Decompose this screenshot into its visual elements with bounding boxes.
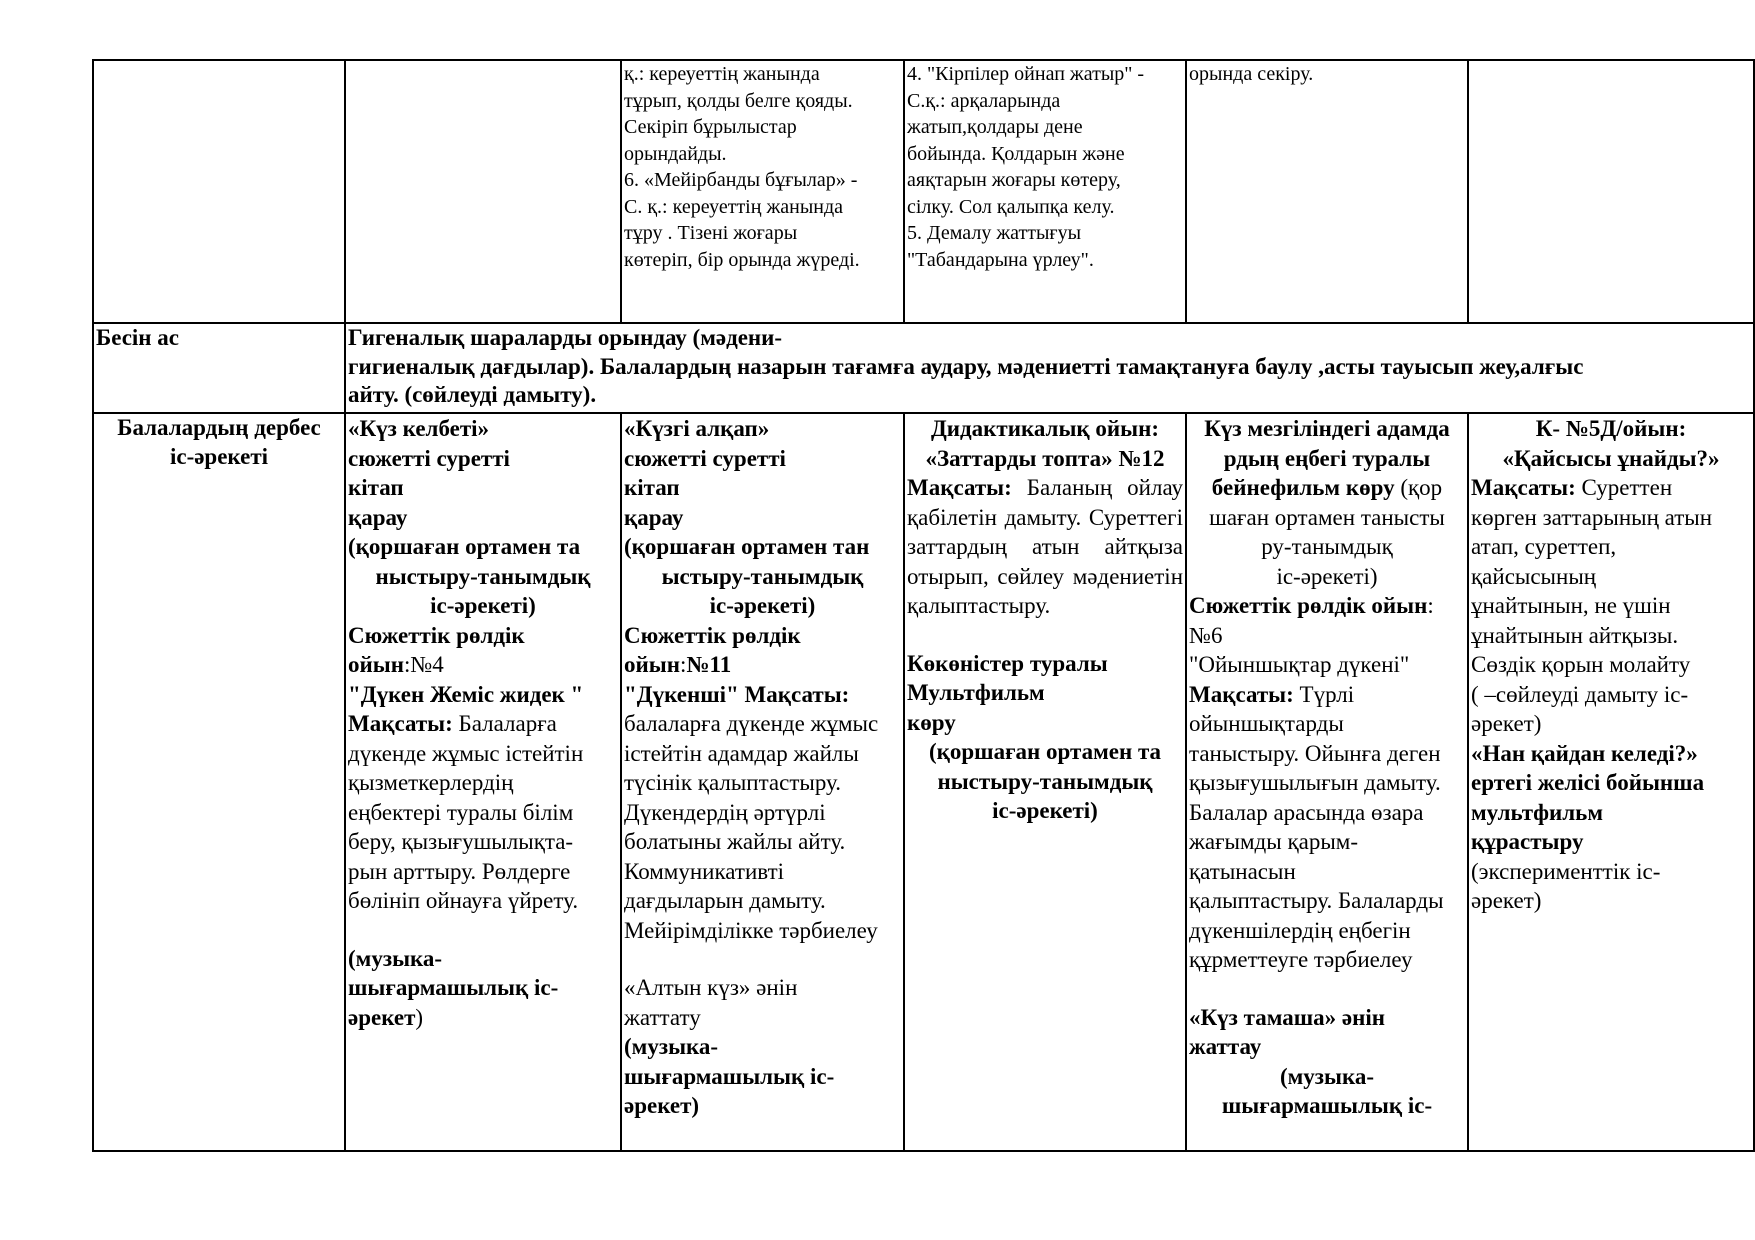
text-line: тұрып, қолды белге қояды. [624,89,853,112]
text-line: «Нан қайдан келеді?» [1471,740,1698,766]
cell-activity-col5 [1186,413,1468,1151]
goal-text: Суреттен [1575,475,1673,500]
text-line [1189,473,1465,503]
text-line: болатыны жайлы айту. [624,829,846,854]
text-line: қайсысының [1471,563,1597,589]
role-number: №11 [686,652,732,677]
text-line [1471,473,1751,503]
text-line: (қоршаған ортамен та [928,739,1162,764]
text-line: "Ойыншықтар дүкені" [1189,652,1410,677]
table-row-activity [93,413,1754,1151]
text-line [1189,591,1465,621]
row-label-activity [93,413,345,1151]
text-line: тұру . Тізені жоғары [624,222,798,244]
text-line: қалыптастыру. Балаларды [1189,888,1444,913]
text-line: ру-танымдық [1261,534,1393,559]
text-line: сюжетті суретті [624,445,786,471]
role-colon: : [679,652,687,677]
text-line: Күз мезгіліндегі адамда [1204,416,1450,441]
spacer [907,621,1183,649]
role-colon: : [1427,593,1434,618]
text-line: қарау [624,504,684,530]
text-line: іс-әрекеті) [430,593,536,618]
goal-label: Мақсаты: [1189,681,1294,707]
goal-text: Баланың ойлау қабілетін дамыту. Суреттегі заттардың атын айтқыза отырып, сөйлеу мәдениетін қалыптастыру. [907,475,1184,618]
text-line: кітап [348,475,404,500]
text-line: іс-әрекеті) [709,593,816,618]
goal-paragraph [907,473,1183,621]
text-line: "Табандарына үрлеу". [907,248,1094,271]
cell-exercise-col3 [621,60,904,323]
cell-exercise-col5 [1186,60,1468,323]
daily-plan-table [92,59,1755,1152]
text-line: дүкенде жұмыс істейтін [348,740,584,766]
text-line: ұнайтынын, не үшін [1471,593,1671,618]
text-line: бойында. Қолдарын және [907,142,1125,165]
spacer [1189,975,1465,1003]
text-line: 5. Демалу жаттығуы [907,222,1082,244]
text-line: қатынасын [1189,858,1296,884]
text-line: сілку. Сол қалыпқа келу. [907,195,1115,218]
text-line: беру, қызығушылықта- [348,829,574,854]
goal-label: Мақсаты: [907,475,1012,500]
role-label: ойын [348,652,404,677]
cell-activity-col4 [904,413,1186,1151]
video-label: бейнефильм көру [1211,475,1395,500]
music-label: әрекет [348,1004,416,1030]
text-line: әрекет) [1471,711,1542,736]
text-line: Дидактикалық ойын: [930,416,1160,441]
text-line: (музыка- [624,1034,719,1059]
text-line [1189,680,1465,710]
text-line: қарау [348,504,408,530]
text-line: шығармашылық іс- [348,975,559,1000]
text-line: бөлініп ойнауға үйрету. [348,888,579,913]
music-paren: ) [415,1004,424,1030]
text-line: түсінік қалыптастыру. [624,770,841,795]
text-line: (эксперименттік іс- [1471,858,1661,884]
text-line [348,1003,618,1033]
cell-activity-col2 [345,413,621,1151]
text-line: «Күз тамаша» әнін [1189,1004,1386,1030]
text-line: ( –сөйлеуді дамыту іс- [1471,681,1689,707]
text-line: Секіріп бұрылыстар [624,116,797,138]
text-line: ыстыру-танымдық [661,563,864,589]
video-text: (қор [1394,475,1443,500]
text-line: (музыка- [348,945,443,971]
spacer [624,945,901,973]
text-line: жағымды қарым- [1189,829,1358,854]
text-line: (музыка- [1279,1063,1375,1089]
text-line: қ.: кереуеттің жанында [624,63,820,85]
role-label: Сюжеттік рөлдік ойын [1189,593,1428,618]
text-line: қызығушылығын дамыту. [1189,770,1441,795]
cell-empty-col2 [345,60,621,323]
text-line: шаған ортамен танысты [1209,504,1445,530]
text-line: С. қ.: кереуеттің жанында [624,195,844,218]
text-line: "Дүкенші" Мақсаты: [624,681,850,707]
text-line [348,650,618,680]
text-line: көрген заттарының атын [1471,504,1713,530]
goal-text: Балаларға [452,711,557,736]
text-line: атап, суреттеп, [1471,534,1617,559]
text-line: іс-әрекеті) [1276,563,1378,589]
text-line: әрекет) [624,1093,700,1118]
text-line: аяқтарын жоғары көтеру, [907,169,1121,191]
text-line: ныстыру-танымдық [375,563,591,589]
text-line: 4. "Кірпілер ойнап жатыр" - [907,63,1145,85]
text-line: «Күзгі алқап» [624,416,770,441]
role-label: ойын [624,652,680,677]
text-line: құрастыру [1471,829,1584,854]
text-line: кітап [624,475,680,500]
text-line: ұнайтынын айтқызы. [1471,622,1679,648]
text-line: мультфильм [1471,799,1603,825]
text-line: (қоршаған ортамен тан [624,534,870,559]
goal-label: Мақсаты: [1471,475,1576,500]
text-line: Балалар арасында өзара [1189,799,1424,825]
text-line: ныстыру-танымдық [937,768,1153,794]
text-line: К- №5Д/ойын: [1535,416,1687,441]
text-line: Балалардың дербес [117,415,321,440]
text-line: 6. «Мейірбанды бұғылар» - [624,169,858,191]
cell-exercise-col4 [904,60,1186,323]
goal-label: Мақсаты: [348,711,453,736]
text-line [348,709,618,739]
text-line: «Қайсысы ұнайды?» [1502,445,1720,471]
text-line: Мультфильм [907,680,1045,705]
cell-empty-label [93,60,345,323]
text-line: гигиеналық дағдылар). Балалардың назарын тағамға аудару, мәдениетті тамақтануға баулу ,асты тауысып жеу,алғыс [348,353,1584,379]
text-line: қызметкерлердің [348,770,514,795]
row-label-lunch: Бесін ас [93,323,345,413]
text-line: шығармашылық іс- [624,1063,835,1089]
text-line: ойыншықтарды [1189,711,1344,736]
text-line [624,650,901,680]
text-line: орындайды. [624,142,727,165]
text-line: Гигеналық шараларды орындау (мәдени- [348,325,783,350]
text-line: шығармашылық іс- [1221,1093,1433,1118]
text-line: таныстыру. Ойынға деген [1189,740,1441,766]
text-line: сюжетті суретті [348,445,510,471]
text-line: дағдыларын дамыту. [624,888,826,913]
text-line: ертегі желісі бойынша [1471,770,1705,795]
cell-lunch-text [345,323,1754,413]
table-row-lunch [93,323,1754,413]
text-line: құрметтеуге тәрбиелеу [1189,947,1413,972]
text-line: еңбектері туралы білім [348,799,574,825]
text-line: Дүкендердің әртүрлі [624,799,826,825]
text-line: «Күз келбеті» [348,416,490,441]
text-line: Сюжеттік рөлдік [348,622,525,648]
text-line: Көкөністер туралы [907,650,1108,676]
role-number: :№4 [403,652,444,677]
text-line: орында секіру. [1189,63,1314,85]
text-line: жаттату [624,1004,701,1030]
text-line: (қоршаған ортамен та [348,534,581,559]
cell-activity-col3 [621,413,904,1151]
text-line: көтеріп, бір орында жүреді. [624,248,860,271]
text-line: С.қ.: арқаларында [907,89,1061,112]
text-line: айту. (сөйлеуді дамыту). [348,382,597,407]
cell-empty-col6 [1468,60,1754,323]
text-line: іс-әрекеті) [992,798,1098,823]
text-line: іс-әрекеті [169,443,269,469]
text-line: балаларға дүкенде жұмыс [624,711,879,736]
text-line: істейтін адамдар жайлы [624,740,859,766]
spacer [348,916,618,944]
text-line: Сөздік қорын молайту [1471,652,1691,677]
text-line: Коммуникативті [624,858,785,884]
text-line: рын арттыру. Рөлдерге [348,858,571,884]
text-line: Сюжеттік рөлдік [624,622,801,648]
goal-text: Түрлі [1293,681,1355,707]
text-line: жатып,қолдары дене [907,116,1083,138]
text-line: «Алтын күз» әнін [624,975,798,1000]
cell-activity-col6 [1468,413,1754,1151]
text-line: әрекет) [1471,888,1542,913]
text-line: рдың еңбегі туралы [1223,445,1431,471]
text-line: «Заттарды топта» №12 [925,445,1165,471]
table-row-exercises [93,60,1754,323]
text-line: жаттау [1189,1034,1262,1059]
text-line: Мейірімділікке тәрбиелеу [624,917,878,943]
text-line: дүкеншілердің еңбегін [1189,917,1411,943]
text-line: көру [907,709,956,735]
text-line: "Дүкен Жеміс жидек " [348,681,584,707]
text-line: №6 [1189,622,1223,648]
